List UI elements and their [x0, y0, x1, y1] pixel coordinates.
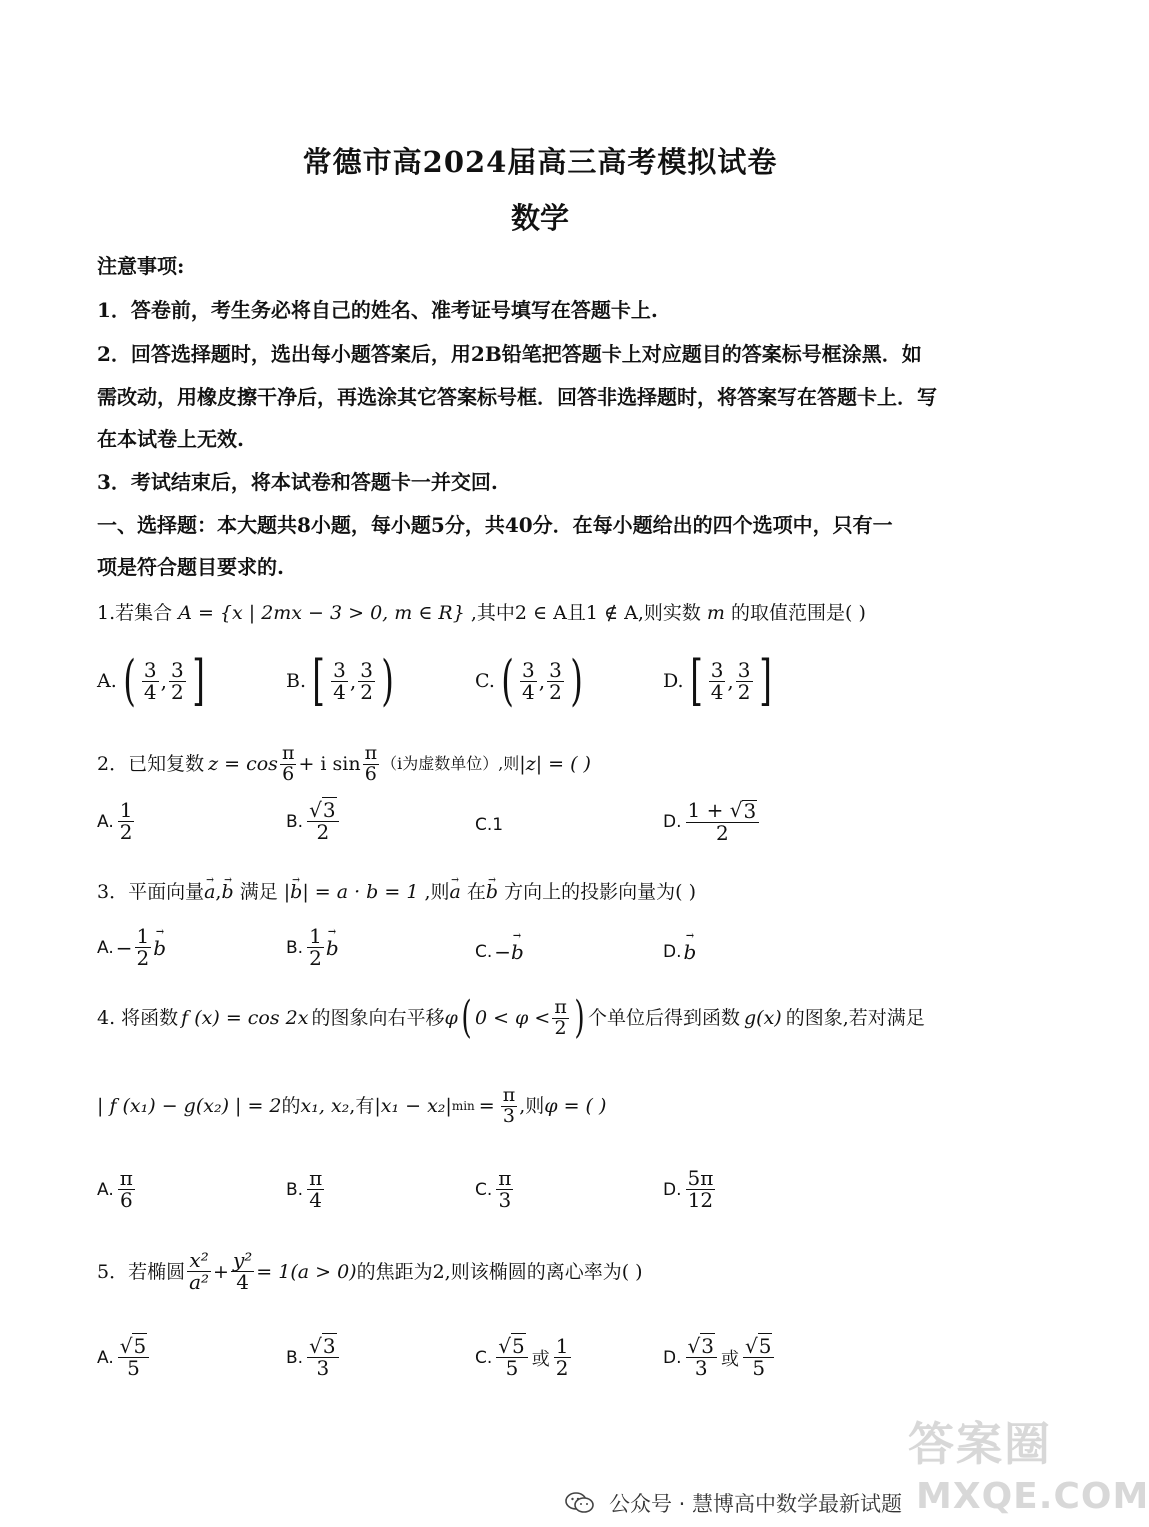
exam-subject: 数学 [510, 201, 569, 235]
notes-heading: 注意事项: [97, 254, 185, 278]
q4-function-g: g(x) [744, 1007, 782, 1029]
q4-option-a: A. $\frac{\pi}{6}$ [97, 1166, 133, 1212]
q1-option-a: A. ( $\frac{3}{4}$ , $\frac{3}{2}$ ] [97, 649, 205, 712]
watermark-logo: 答案圈 MXQE.COM [908, 1417, 1149, 1517]
note-item-2-line-2: 需改动，用橡皮擦干净后，再选涂其它答案标号框．回答非选择题时，将答案写在答题卡上．写 [97, 385, 937, 409]
q2-note: （i为虚数单位）,则 [381, 754, 520, 774]
q2-option-d: D. 1 + √ 3 2 [663, 800, 761, 844]
q4-option-d: D. $\frac{5\pi}{12}$ [663, 1166, 714, 1212]
q1-option-b: B. [ $\frac{3}{4}$ , $\frac{3}{2}$ ) [286, 649, 394, 712]
q1-option-d: D. [ $\frac{3}{4}$ , $\frac{3}{2}$ ] [663, 649, 772, 712]
q1-suffix: 的取值范围是( ) [731, 602, 866, 624]
vector-b: → b [221, 878, 233, 906]
q5-option-a: A. $\frac{√5}{5}$ [97, 1336, 151, 1379]
q1-option-c: C. ( $\frac{3}{4}$ , $\frac{3}{2}$ ) [475, 649, 583, 712]
q3-condition: = a · b = 1 [314, 881, 419, 903]
q4-condition: | f (x₁) − g(x₂) | = 2 [97, 1095, 282, 1118]
q1-middle: ,其中2 ∈ A且1 ∉ A,则实数 [470, 602, 701, 624]
q2-frac-2: $\frac{\pi}{6}$ [364, 742, 378, 785]
note-item-2-line-3: 在本试卷上无效. [97, 427, 244, 451]
question-2 [97, 744, 987, 785]
q5-option-d: D. $\frac{√3}{3}$ 或 $\frac{√5}{5}$ [663, 1336, 776, 1379]
exam-title: 常德市高2024届高三高考模拟试卷 [302, 145, 778, 179]
note-item-3: 3．考试结束后，将本试卷和答题卡一并交回. [97, 470, 498, 494]
q1-variable: m [706, 602, 725, 624]
q2-option-b: B. $\frac{√3}{2}$ [286, 800, 341, 843]
note-item-1: 1．答卷前，考生务必将自己的姓名、准考证号填写在答题卡上. [97, 298, 658, 322]
question-5: 5．若椭圆 $\frac{\text{x²}}{\text{a²}}$ + $\frac{\text{y²}}{4}$ = 1(a > 0) 的焦距为2,则该椭圆的离心率为( ) [97, 1248, 643, 1294]
q3-option-d: D. → b [663, 940, 696, 964]
q5-option-c: C. $\frac{√5}{5}$ 或 $\frac{1}{2}$ [475, 1334, 569, 1380]
q5-option-b: B. $\frac{√3}{3}$ [286, 1336, 341, 1379]
q3-option-b: B. $\frac{1}{2}$ → b [286, 926, 339, 969]
question-4-line-2: | f (x₁) − g(x₂) | = 2 的 x₁, x₂ ,有 |x₁ − x₂| min = $\frac{\pi}{3}$ ,则 φ = ( ) [97, 1084, 607, 1127]
q2-option-a: A. $\frac{1}{2}$ [97, 798, 133, 844]
q2-expr-b: + i sin [298, 753, 361, 776]
q2-abs: |z| = ( ) [519, 753, 591, 776]
q2-frac-1: $\frac{\pi}{6}$ [281, 742, 295, 785]
q4-function-f: f (x) = cos 2x [181, 1007, 309, 1029]
q2-option-c: C.1 [475, 815, 504, 835]
question-1 [97, 599, 987, 627]
q3-option-a: A. − $\frac{1}{2}$ → b [97, 926, 166, 969]
wechat-icon [565, 1491, 595, 1515]
question-3: 3．平面向量→ a,→ b 满足 |→ b| = a · b = 1 ,则→ a 在→ b 方向上的投影向量为( ) [97, 878, 987, 906]
vector-a: → a [204, 878, 215, 906]
q2-expr-a: z = cos [208, 753, 278, 776]
note-item-2-line-1: 2．回答选择题时，选出每小题答案后，用2B铅笔把答题卡上对应题目的答案标号框涂黑．如 [97, 342, 922, 366]
q4-option-b: B. $\frac{\pi}{4}$ [286, 1166, 323, 1212]
question-4-line-1: 4. 将函数 f (x) = cos 2x 的图象向右平移 φ ( 0 < φ < $\frac{\pi}{2}$ ) 个单位后得到函数 g(x) 的图象,若对满足 [97, 992, 925, 1043]
q2-prefix: 2．已知复数 [97, 753, 205, 776]
q1-set: A = {x | 2mx − 3 > 0, m ∈ R} [178, 602, 465, 624]
section-1-heading-line-2: 项是符合题目要求的. [97, 555, 284, 579]
watermark-text: 公众号 · 慧博高中数学最新试题 [609, 1492, 903, 1516]
q1-prefix: 1.若集合 [97, 602, 173, 624]
section-1-heading-line-1: 一、选择题：本大题共8小题，每小题5分，共40分．在每小题给出的四个选项中，只有一 [97, 513, 893, 537]
q3-option-c: C. − → b [475, 940, 524, 964]
watermark-footer [565, 1488, 902, 1518]
q4-option-c: C. $\frac{\pi}{3}$ [475, 1166, 512, 1212]
